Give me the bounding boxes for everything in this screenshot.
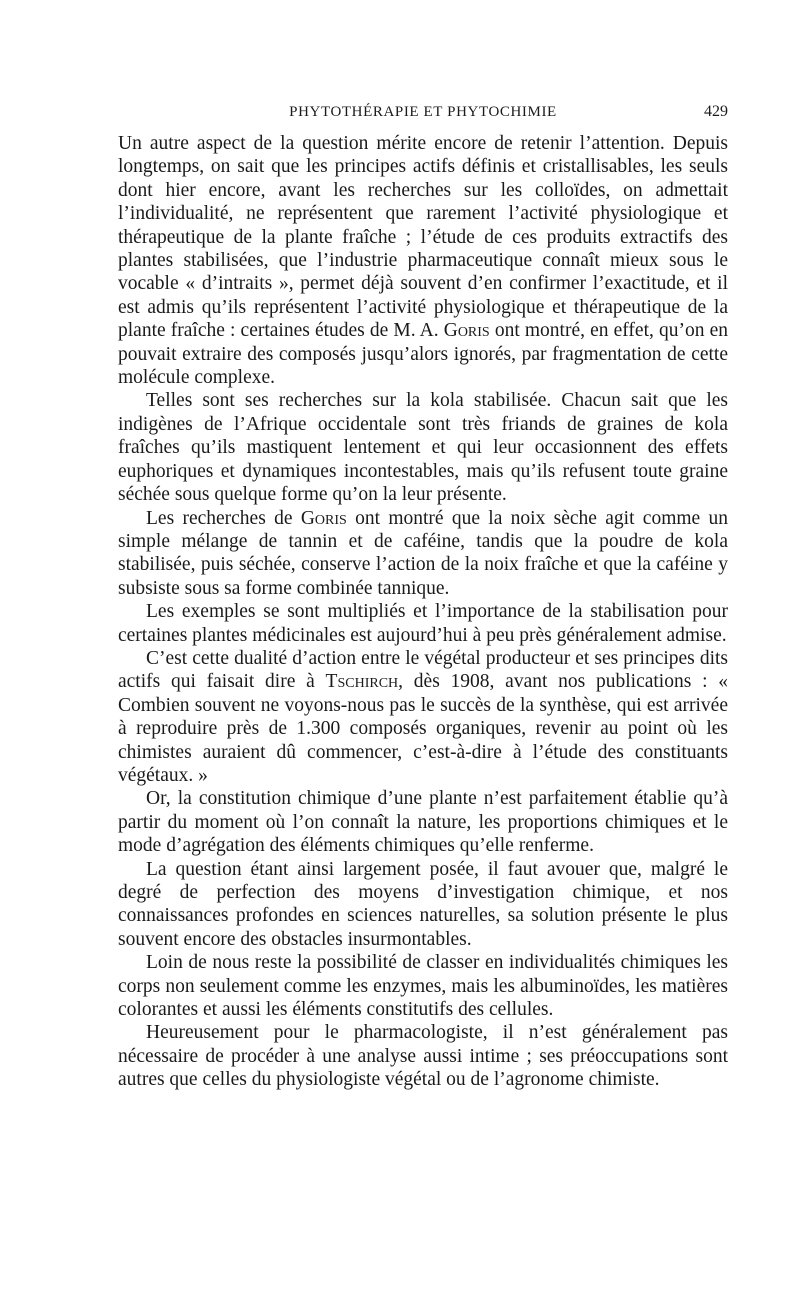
- paragraph-6: Or, la constitution chimique d’une plante n’est parfaitement établie qu’à partir du moment où l’on connaît la nature, les proportions chimiques et le mode d’agrégation des éléments chimiques qu’elle renferme.: [118, 788, 728, 857]
- paragraph-9: Heureusement pour le pharmacologiste, il n’est généralement pas nécessaire de procéder à une analyse aussi intime ; ses préoccupations sont autres que celles du physiologiste végétal ou de l’agronome chimiste.: [118, 1022, 728, 1091]
- paragraph-3-text-start: Les recherches de: [146, 507, 301, 529]
- running-title: PHYTOTHÉRAPIE ET PHYTOCHIMIE: [289, 104, 557, 120]
- paragraph-5-text-start: C’est cette dualité d’action entre le végétal producteur et ses principes dits actifs qui faisait dire à: [118, 647, 728, 693]
- running-header: [118, 101, 728, 123]
- paragraph-1-text-end: ont montré, en effet, qu’on en pouvait extraire des composés jusqu’alors ignorés, par fragmentation de cette molécule complexe.: [118, 320, 728, 389]
- paragraph-3-text-end: ont montré que la noix sèche agit comme un simple mélange de tannin et de caféine, tandis que la poudre de kola stabilisée, puis séchée, conserve l’action de la noix fraîche et que la caféine y subsiste sous sa forme combinée tannique.: [118, 507, 728, 599]
- paragraph-1-text: Un autre aspect de la question mérite encore de retenir l’attention. Depuis longtemps, on sait que les principes actifs définis et cristallisables, les seuls dont hier encore, avant les recherches sur les colloïdes, on admettait l’individualité, ne représentent que rarement l’activité physiologique et thérapeutique de la plante fraîche ; l’étude de ces produits extractifs des plantes stabilisées, que l’industrie pharmaceutique connaît mieux sous le vocable « d’intraits », permet déjà souvent d’en confirmer l’exactitude, et il est admis qu’ils représentent l’activité physiologique et thérapeutique de la plante fraîche : certaines études de: [118, 133, 728, 342]
- paragraph-2: Telles sont ses recherches sur la kola stabilisée. Chacun sait que les indigènes de l’Afrique occidentale sont très friands de graines de kola fraîches qu’ils mastiquent lentement et qui leur occasionnent des effets euphoriques et dynamiques incontestables, mais qu’ils refusent toute graine séchée sous quelque forme qu’on la leur présente.: [118, 390, 728, 506]
- paragraph-4: Les exemples se sont multipliés et l’importance de la stabilisation pour certaines plantes médicinales est aujourd’hui à peu près généralement admise.: [118, 601, 728, 646]
- author-name-tschirch: Tschirch: [325, 671, 399, 693]
- page-number: 429: [704, 103, 728, 120]
- paragraph-8: Loin de nous reste la possibilité de classer en individualités chimiques les corps non seulement comme les enzymes, mais les albuminoïdes, les matières colorantes et aussi les éléments constitutifs des cellules.: [118, 952, 728, 1021]
- paragraph-7: La question étant ainsi largement posée, il faut avouer que, malgré le degré de perfection des moyens d’investigation chimique, et nos connaissances profondes en sciences naturelles, sa solution présente le plus souvent encore des obstacles insurmontables.: [118, 858, 728, 950]
- author-name-goris: M. A. Goris: [393, 320, 490, 342]
- paragraph-5-text-end: , dès 1908, avant nos publications : « Combien souvent ne voyons-nous pas le succès de la synthèse, qui est arrivée à reproduire près de 1.300 composés organiques, revenir au point où les chimistes auraient dû commencer, c’est-à-dire à l’étude des constituants végétaux. »: [118, 671, 728, 786]
- paragraph-1: [118, 132, 728, 389]
- paragraph-3: [118, 507, 728, 601]
- body-text: [118, 132, 728, 1092]
- author-name-goris-2: Goris: [300, 507, 347, 529]
- paragraph-5: [118, 647, 728, 787]
